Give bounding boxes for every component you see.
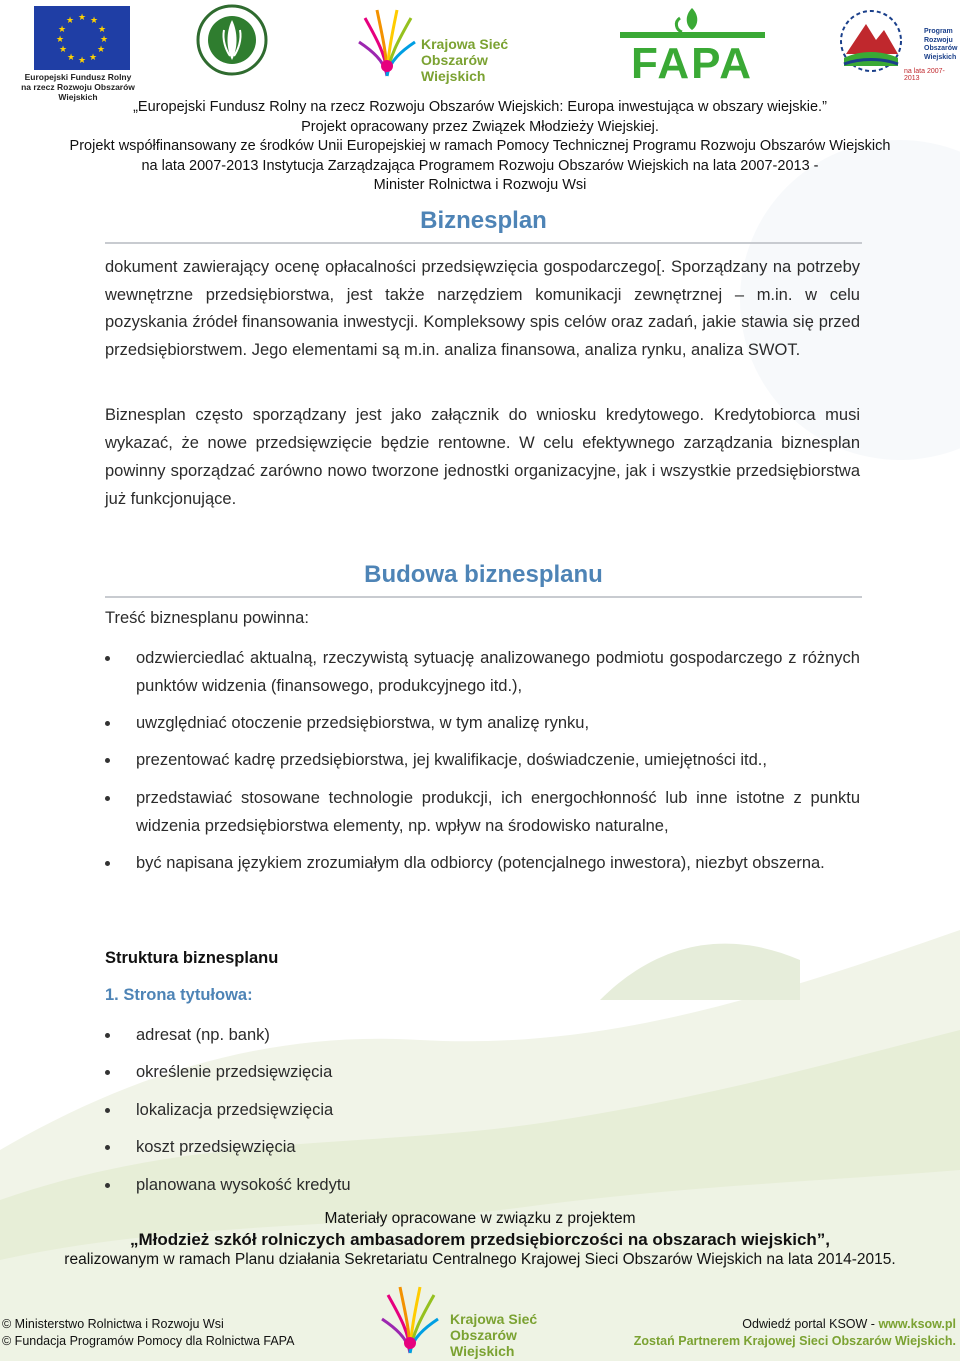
svg-text:★: ★ — [57, 25, 67, 35]
list-item — [105, 1097, 860, 1125]
copyright-ministry: © Ministerstwo Rolnictwa i Rozwoju Wsi — [2, 1317, 224, 1331]
prow-years: na lata 2007-2013 — [904, 68, 945, 82]
bullet-icon — [105, 861, 110, 866]
copyright-fapa: © Fundacja Programów Pomocy dla Rolnictwa FAPA — [2, 1334, 295, 1348]
ksow-footer-logo-text — [450, 1311, 578, 1359]
ksow-logo — [355, 6, 555, 84]
bullet-icon — [105, 1183, 110, 1188]
prow-logo — [836, 6, 958, 82]
prow-line1: Program — [924, 28, 953, 35]
svg-text:★: ★ — [58, 45, 68, 55]
svg-text:★: ★ — [89, 16, 99, 26]
header-line1: „Europejski Fundusz Rolny na rzecz Rozwoju Obszarów Wiejskich: Europa inwestująca w obszary wiejskie.” — [133, 99, 827, 115]
portal-line — [634, 1316, 956, 1333]
bullet-icon — [105, 656, 110, 661]
svg-text:★: ★ — [55, 35, 65, 45]
list-item-text: koszt przedsięwzięcia — [136, 1138, 296, 1156]
bullet-icon — [105, 1033, 110, 1038]
bullet-icon — [105, 1108, 110, 1113]
prow-line2: Rozwoju — [924, 36, 953, 44]
fapa-logo — [620, 6, 765, 82]
ministry-seal-logo — [196, 4, 268, 76]
header-line3: Projekt współfinansowany ze środków Unii Europejskiej w ramach Pomocy Technicznej Programu Rozwoju Obszarów Wiejskich — [69, 138, 891, 154]
ksow-footer-line2: Obszarów Wiejskich — [450, 1327, 517, 1359]
svg-text:★: ★ — [65, 16, 75, 26]
prow-line4: Wiejskich — [924, 53, 957, 61]
section-divider — [105, 596, 862, 598]
list-item-text: lokalizacja przedsięwzięcia — [136, 1101, 334, 1119]
page-title: Biznesplan — [420, 207, 547, 234]
list-item-text: planowana wysokość kredytu — [136, 1176, 351, 1194]
svg-text:★: ★ — [96, 45, 106, 55]
eu-caption-line2: na rzecz Rozwoju Obszarów Wiejskich — [21, 82, 135, 102]
eu-caption-line1: Europejski Fundusz Rolny — [24, 72, 132, 82]
footer-line3: realizowanym w ramach Planu działania Sekretariatu Centralnego Krajowej Sieci Obszarów Wiejskich na lata 2014-2015. — [64, 1251, 896, 1268]
header-logos — [0, 0, 960, 102]
ksow-footer-logo — [378, 1283, 578, 1357]
svg-text:★: ★ — [66, 53, 76, 63]
list-item — [105, 710, 860, 738]
list-item — [105, 1172, 860, 1200]
svg-text:★: ★ — [99, 35, 109, 45]
list-item-text: przedstawiać stosowane technologie produkcji, ich energochłonność lub inne istotne z punktu widzenia przedsiębiorstwa elementy, np. wpływ na środowisko naturalne, — [136, 789, 860, 835]
header-funding-notice — [0, 98, 960, 196]
title-divider — [105, 242, 862, 244]
prow-logo-text — [924, 28, 957, 62]
content-intro: Treść biznesplanu powinna: — [105, 609, 309, 627]
list-item-text: adresat (np. bank) — [136, 1026, 270, 1044]
structure-title: Struktura biznesplanu — [105, 949, 279, 967]
bullet-icon — [105, 758, 110, 763]
header-line5: Minister Rolnictwa i Rozwoju Wsi — [373, 177, 587, 193]
prow-line3: Obszarów — [924, 45, 958, 52]
portal-prefix: Odwiedź portal KSOW - — [742, 1317, 879, 1331]
ksow-line1: Krajowa Sieć — [421, 36, 509, 52]
eu-logo — [8, 6, 148, 102]
list-item-text: prezentować kadrę przedsiębiorstwa, jej kwalifikacje, doświadczenie, umiejętności itd., — [136, 751, 767, 769]
ksow-line2: Obszarów Wiejskich — [421, 52, 488, 84]
ksow-footer-line1: Krajowa Sieć — [450, 1311, 538, 1327]
structure-subtitle: 1. Strona tytułowa: — [105, 986, 253, 1004]
list-item — [105, 850, 860, 878]
list-item-text: uwzględniać otoczenie przedsiębiorstwa, w tym analizę rynku, — [136, 714, 590, 732]
footer-line1: Materiały opracowane w związku z projektem — [324, 1210, 636, 1227]
svg-text:★: ★ — [97, 25, 107, 35]
svg-text:★: ★ — [77, 56, 87, 66]
header-line2: Projekt opracowany przez Związek Młodzieży Wiejskiej. — [301, 118, 659, 135]
section-title: Budowa biznesplanu — [364, 561, 603, 588]
list-item — [105, 747, 860, 775]
portal-link[interactable]: www.ksow.pl — [878, 1317, 956, 1331]
bullet-icon — [105, 796, 110, 801]
list-item — [105, 1022, 860, 1050]
list-item — [105, 785, 860, 840]
list-item-text: odzwierciedlać aktualną, rzeczywistą sytuację analizowanego podmiotu gospodarczego z różnych punktów widzenia (finansowego, produkcyjnego itd.), — [136, 649, 860, 695]
ksow-logo-text — [421, 36, 555, 84]
usage-paragraph: Biznesplan często sporządzany jest jako załącznik do wniosku kredytowego. Kredytobiorca musi wykazać, że nowe przedsięwzięcie będzie rentowne. W celu efektywnego zarządzania biznesplan powinny sporządzać zarówno nowo tworzone jednostki organizacyjne, jak i wszystkie przedsiębiorstwa już funkcjonujące. — [105, 406, 860, 508]
bullet-icon — [105, 1070, 110, 1075]
list-item-text: określenie przedsięwzięcia — [136, 1063, 333, 1081]
eu-flag-icon — [34, 6, 130, 70]
ksow-tree-icon — [378, 1283, 442, 1357]
bullet-icon — [105, 721, 110, 726]
svg-text:★: ★ — [77, 13, 87, 23]
header-line4: na lata 2007-2013 Instytucja Zarządzająca Programem Rozwoju Obszarów Wiejskich na lata 2007-2013 - — [141, 157, 819, 174]
partner-call: Zostań Partnerem Krajowej Sieci Obszarów Wiejskich. — [633, 1334, 956, 1348]
list-item — [105, 1134, 860, 1162]
svg-text:FAPA: FAPA — [630, 39, 754, 82]
list-item — [105, 1059, 860, 1087]
list-item — [105, 645, 860, 700]
portal-block — [634, 1316, 956, 1350]
project-footer — [0, 1209, 960, 1270]
definition-paragraph: dokument zawierający ocenę opłacalności przedsięwzięcia gospodarczego[. Sporządzany na potrzeby wewnętrzne przedsiębiorstwa, jest także narzędziem komunikacji zewnętrznej – m.in. w celu pozyskania źródeł finansowania inwestycji. Kompleksowy spis celów oraz zadań, jakie stawia się przed przedsiębiorstwem. Jego elementami są m.in. analiza finansowa, analiza rynku, analiza SWOT. — [105, 258, 860, 359]
footer-project-name: „Młodzież szkół rolniczych ambasadorem przedsiębiorczości na obszarach wiejskich”, — [129, 1230, 831, 1249]
prow-emblem-icon — [836, 6, 906, 76]
bullet-icon — [105, 1145, 110, 1150]
svg-text:★: ★ — [88, 53, 98, 63]
list-item-text: być napisana językiem zrozumiałym dla odbiorcy (potencjalnego inwestora), niezbyt obszerna. — [136, 854, 825, 872]
ksow-tree-icon — [355, 6, 419, 80]
copyright-block — [2, 1316, 294, 1350]
